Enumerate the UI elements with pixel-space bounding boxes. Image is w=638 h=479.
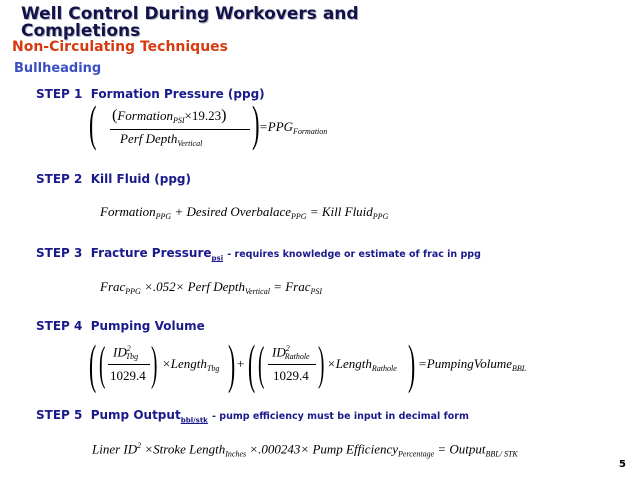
step-3-subscript: psi [211, 254, 224, 263]
step-5-name: Pump Output [90, 408, 181, 422]
step-5-heading [36, 408, 469, 424]
step-4-label: STEP 4 [36, 319, 83, 333]
section-heading: Bullheading [14, 61, 102, 76]
step-3-note: - requires knowledge or estimate of frac in ppg [227, 249, 481, 260]
step-4-term-a-denominator: 1029.4 [110, 368, 146, 383]
step-4-plus: + [237, 356, 245, 371]
step-4-rhs: =PumpingVolume$_{BBL}$ [418, 356, 527, 373]
step-4-name: Pumping Volume [90, 319, 205, 333]
step-1-fraction-bar [110, 129, 250, 130]
step-4-term-b-numerator: $ID^2_{Rathole}$ [272, 344, 310, 362]
step-2-equation: Formation$_{PPG}$ + Desired Overbalace$_{PPG}$ = Kill Fluid$_{PPG}$ [100, 204, 389, 221]
step-1-numerator: (Formation$_{PSI}$×19.23) [112, 107, 227, 125]
step-4-term-a-bar [108, 364, 150, 365]
step-3-heading [36, 246, 481, 262]
step-5-subscript: bbl/stk [180, 416, 208, 425]
step-1-heading [36, 87, 265, 101]
slide-title: Well Control During Workovers and Completions [21, 4, 359, 41]
step-5-label: STEP 5 [36, 408, 83, 422]
step-5-note: - pump efficiency must be input in decimal form [212, 411, 469, 422]
step-3-equation: Frac$_{PPG}$ ×.052× Perf Depth$_{Vertical}$ = Frac$_{PSI}$ [100, 279, 323, 296]
step-4-heading [36, 319, 205, 333]
step-2-heading [36, 172, 191, 186]
step-4-term-b-length: ×Length$_{Rathole}$ [327, 356, 397, 373]
step-2-label: STEP 2 [36, 172, 83, 186]
step-1-name: Formation Pressure (ppg) [90, 87, 265, 101]
step-4-term-a-numerator: $ID^2_{Tbg}$ [113, 344, 139, 362]
slide-subtitle: Non-Circulating Techniques [12, 39, 228, 55]
step-1-rhs: $=PPG_{Formation}$ [259, 119, 328, 136]
step-3-label: STEP 3 [36, 246, 83, 260]
step-4-term-a-length: ×Length$_{Tbg}$ [162, 356, 220, 373]
step-1-denominator: Perf Depth$_{Vertical}$ [120, 131, 203, 148]
step-2-name: Kill Fluid (ppg) [90, 172, 192, 186]
step-1-label: STEP 1 [36, 87, 83, 101]
page-number: 5 [619, 459, 626, 470]
step-4-term-b-denominator: 1029.4 [273, 368, 309, 383]
step-4-term-b-bar [268, 364, 316, 365]
step-3-name: Fracture Pressure [90, 246, 212, 260]
step-5-equation: Liner $ID^2$ ×Stroke Length$_{Inches}$ ×.000243× Pump Efficiency$_{Percentage}$ = Output$_{BBL/ STK}$ [92, 441, 518, 459]
